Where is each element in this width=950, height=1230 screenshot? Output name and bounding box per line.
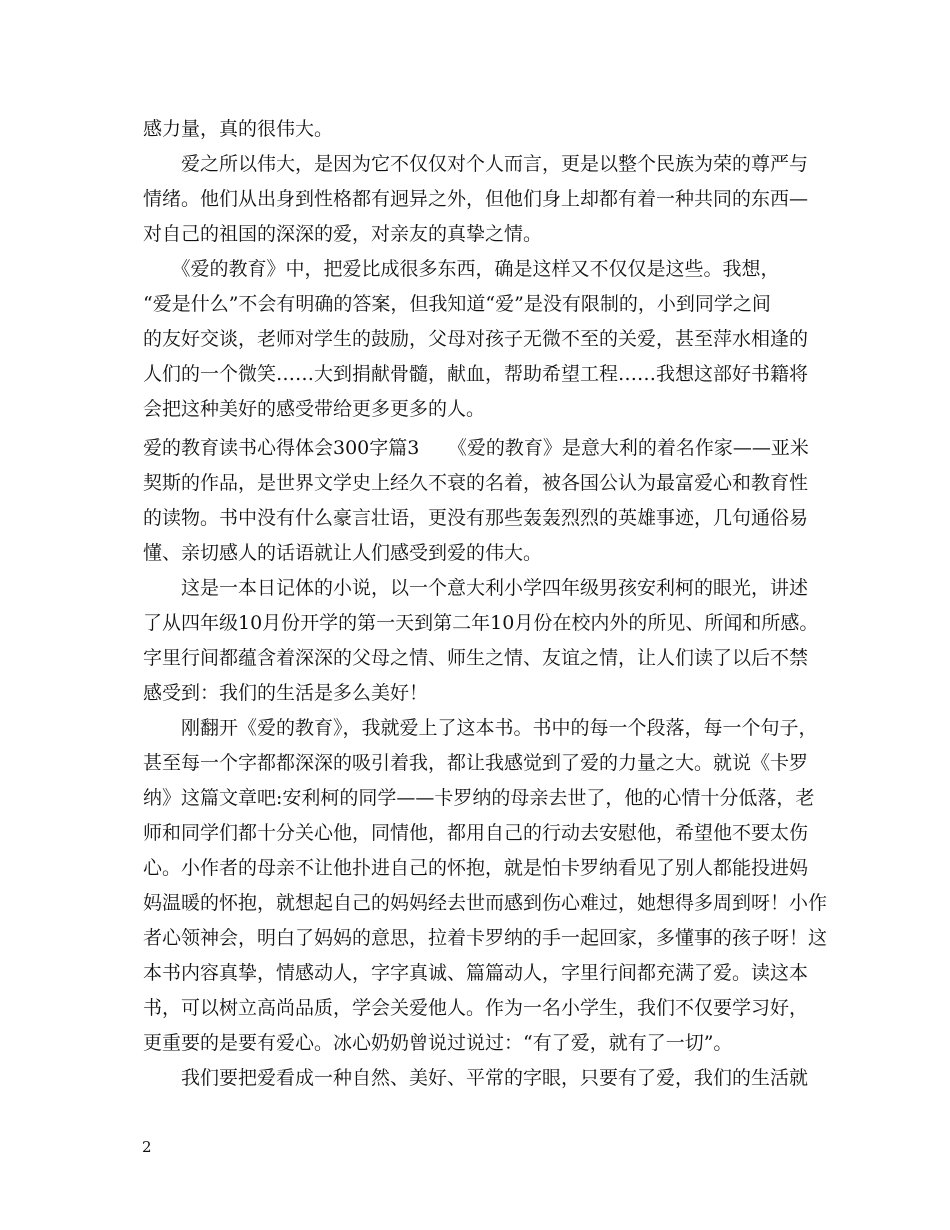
text-line: 爱之所以伟大，是因为它不仅仅对个人而言，更是以整个民族为荣的尊严与 [143,153,809,175]
text-line: 的读物。书中没有什么豪言壮语，更没有那些轰轰烈烈的英雄事迹，几句通俗易 [143,507,809,529]
text-line: 本书内容真挚，情感动人，字字真诚、篇篇动人，字里行间都充满了爱。读这本 [143,962,809,984]
text-line: 感受到：我们的生活是多么美好！ [143,682,429,704]
text-line: 感力量，真的很伟大。 [143,118,334,140]
text-line: 契斯的作品，是世界文学史上经久不衰的名着，被各国公认为最富爱心和教育性 [143,472,809,494]
text-line: 师和同学们都十分关心他，同情他，都用自己的行动去安慰他，希望他不要太伤 [143,822,809,844]
text-line: 纳》这篇文章吧:安利柯的同学——卡罗纳的母亲去世了，他的心情十分低落，老 [143,787,815,809]
text-line: 妈温暖的怀抱，就想起自己的妈妈经去世而感到伤心难过，她想得多周到呀！小作 [143,892,828,914]
page-number: 2 [142,1138,152,1156]
text-line: 这是一本日记体的小说，以一个意大利小学四年级男孩安利柯的眼光，讲述 [143,577,809,599]
text-line: 我们要把爱看成一种自然、美好、平常的字眼，只要有了爱，我们的生活就 [143,1067,809,1089]
text-line: 情绪。他们从出身到性格都有迥异之外，但他们身上却都有着一种共同的东西— [143,188,809,210]
text-line: 人们的一个微笑……大到捐献骨髓，献血，帮助希望工程……我想这部好书籍将 [143,363,809,385]
text-line: 懂、亲切感人的话语就让人们感受到爱的伟大。 [143,542,543,564]
text-line: 爱的教育读书心得体会300字篇3 《爱的教育》是意大利的着名作家——亚米 [143,437,809,459]
text-line: 了从四年级10月份开学的第一天到第二年10月份在校内外的所见、所闻和所感。 [143,612,819,634]
text-line: 《爱的教育》中，把爱比成很多东西，确是这样又不仅仅是这些。我想， [143,258,780,280]
text-line: 心。小作者的母亲不让他扑进自己的怀抱，就是怕卡罗纳看见了别人都能投进妈 [143,857,809,879]
text-line: 会把这种美好的感受带给更多更多的人。 [143,398,486,420]
text-line: 书，可以树立高尚品质，学会关爱他人。作为一名小学生，我们不仅要学习好， [143,997,809,1019]
text-line: 对自己的祖国的深深的爱，对亲友的真挚之情。 [143,223,543,245]
text-line: 甚至每一个字都都深深的吸引着我，都让我感觉到了爱的力量之大。就说《卡罗 [143,752,809,774]
text-line: 的友好交谈，老师对学生的鼓励，父母对孩子无微不至的关爱，甚至萍水相逢的 [143,328,809,350]
text-line: 更重要的是要有爱心。冰心奶奶曾说过说过：“有了爱，就有了一切”。 [143,1032,733,1054]
text-line: “爱是什么”不会有明确的答案，但我知道“爱”是没有限制的，小到同学之间 [143,293,771,315]
text-line: 刚翻开《爱的教育》，我就爱上了这本书。书中的每一个段落，每一个句子， [143,717,818,739]
text-line: 者心领神会，明白了妈妈的意思，拉着卡罗纳的手一起回家，多懂事的孩子呀！这 [143,927,828,949]
text-line: 字里行间都蕴含着深深的父母之情、师生之情、友谊之情，让人们读了以后不禁 [143,647,809,669]
